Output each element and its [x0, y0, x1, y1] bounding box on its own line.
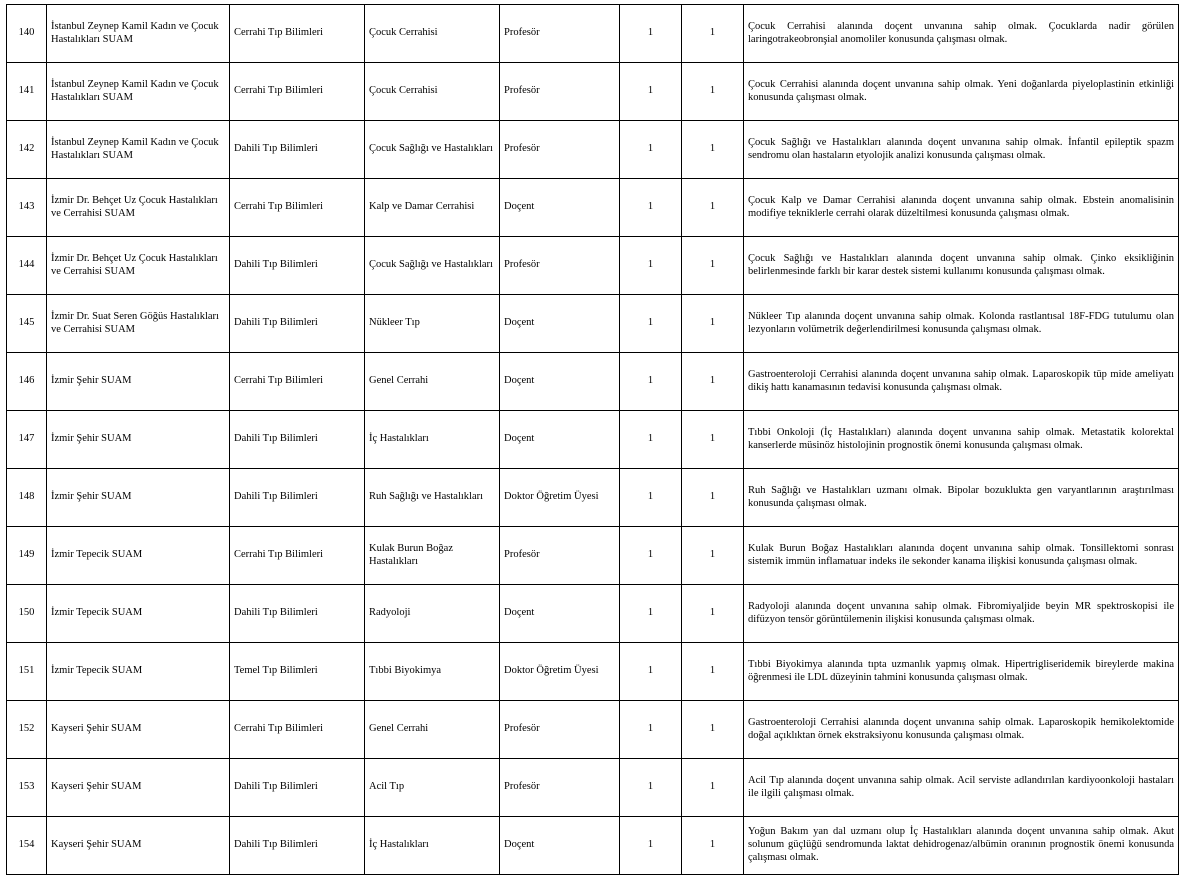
cell-branch: İç Hastalıkları — [365, 817, 500, 875]
cell-condition: Çocuk Sağlığı ve Hastalıkları alanında doçent unvanına sahip olmak. Çinko eksikliğinin belirlenmesinde farklı bir karar destek sistemi kullanımı konusunda çalışması olmak. — [744, 237, 1179, 295]
cell-row-number: 146 — [7, 353, 47, 411]
cell-condition: Tıbbi Biyokimya alanında tıpta uzmanlık yapmış olmak. Hipertrigliseridemik bireylerde makina öğrenmesi ile LDL düzeyinin tahmini konusunda çalışması olmak. — [744, 643, 1179, 701]
cell-unit: Kayseri Şehir SUAM — [47, 759, 230, 817]
cell-degree: 1 — [620, 353, 682, 411]
cell-degree: 1 — [620, 817, 682, 875]
cell-branch: Ruh Sağlığı ve Hastalıkları — [365, 469, 500, 527]
table-row — [7, 121, 1179, 179]
cell-count: 1 — [682, 469, 744, 527]
cell-unit: İzmir Şehir SUAM — [47, 353, 230, 411]
table-body — [7, 5, 1179, 875]
cell-branch: Genel Cerrahi — [365, 353, 500, 411]
cell-branch: Kalp ve Damar Cerrahisi — [365, 179, 500, 237]
cell-academic-title: Doçent — [500, 353, 620, 411]
cell-row-number: 141 — [7, 63, 47, 121]
cell-count: 1 — [682, 817, 744, 875]
table-row — [7, 701, 1179, 759]
cell-academic-title: Doçent — [500, 585, 620, 643]
cell-science-group: Dahili Tıp Bilimleri — [230, 759, 365, 817]
cell-count: 1 — [682, 701, 744, 759]
cell-unit: İzmir Tepecik SUAM — [47, 527, 230, 585]
cell-row-number: 150 — [7, 585, 47, 643]
cell-science-group: Cerrahi Tıp Bilimleri — [230, 701, 365, 759]
cell-branch: Genel Cerrahi — [365, 701, 500, 759]
cell-degree: 1 — [620, 469, 682, 527]
cell-condition: Ruh Sağlığı ve Hastalıkları uzmanı olmak. Bipolar bozuklukta gen varyantlarının araştırılması konusunda çalışması olmak. — [744, 469, 1179, 527]
cell-science-group: Dahili Tıp Bilimleri — [230, 411, 365, 469]
cell-count: 1 — [682, 121, 744, 179]
cell-branch: İç Hastalıkları — [365, 411, 500, 469]
cell-unit: İzmir Dr. Suat Seren Göğüs Hastalıkları ve Cerrahisi SUAM — [47, 295, 230, 353]
cell-branch: Çocuk Sağlığı ve Hastalıkları — [365, 121, 500, 179]
cell-degree: 1 — [620, 63, 682, 121]
cell-unit: İzmir Dr. Behçet Uz Çocuk Hastalıkları ve Cerrahisi SUAM — [47, 179, 230, 237]
cell-branch: Radyoloji — [365, 585, 500, 643]
cell-degree: 1 — [620, 643, 682, 701]
cell-count: 1 — [682, 295, 744, 353]
cell-unit: İstanbul Zeynep Kamil Kadın ve Çocuk Hastalıkları SUAM — [47, 63, 230, 121]
cell-degree: 1 — [620, 701, 682, 759]
cell-academic-title: Doçent — [500, 411, 620, 469]
cell-count: 1 — [682, 527, 744, 585]
cell-academic-title: Profesör — [500, 5, 620, 63]
cell-science-group: Dahili Tıp Bilimleri — [230, 585, 365, 643]
table-row — [7, 469, 1179, 527]
cell-row-number: 140 — [7, 5, 47, 63]
cell-academic-title: Doçent — [500, 179, 620, 237]
cell-science-group: Dahili Tıp Bilimleri — [230, 295, 365, 353]
cell-row-number: 151 — [7, 643, 47, 701]
cell-count: 1 — [682, 411, 744, 469]
cell-condition: Gastroenteroloji Cerrahisi alanında doçent unvanına sahip olmak. Laparoskopik tüp mide ameliyatı dikiş hattı kanamasının tedavisi konusunda çalışması olmak. — [744, 353, 1179, 411]
cell-unit: İstanbul Zeynep Kamil Kadın ve Çocuk Hastalıkları SUAM — [47, 5, 230, 63]
table-row — [7, 585, 1179, 643]
cell-count: 1 — [682, 63, 744, 121]
cell-row-number: 149 — [7, 527, 47, 585]
cell-science-group: Cerrahi Tıp Bilimleri — [230, 5, 365, 63]
cell-row-number: 147 — [7, 411, 47, 469]
cell-science-group: Dahili Tıp Bilimleri — [230, 121, 365, 179]
cell-count: 1 — [682, 179, 744, 237]
cell-unit: İstanbul Zeynep Kamil Kadın ve Çocuk Hastalıkları SUAM — [47, 121, 230, 179]
table-row — [7, 179, 1179, 237]
cell-row-number: 153 — [7, 759, 47, 817]
table-row — [7, 63, 1179, 121]
cell-degree: 1 — [620, 121, 682, 179]
table-row — [7, 295, 1179, 353]
cell-academic-title: Profesör — [500, 63, 620, 121]
cell-row-number: 142 — [7, 121, 47, 179]
cell-row-number: 144 — [7, 237, 47, 295]
cell-count: 1 — [682, 237, 744, 295]
cell-degree: 1 — [620, 5, 682, 63]
cell-condition: Çocuk Sağlığı ve Hastalıkları alanında doçent unvanına sahip olmak. İnfantil epileptik spazm sendromu olan hastaların etyolojik analizi konusunda çalışması olmak. — [744, 121, 1179, 179]
cell-academic-title: Profesör — [500, 701, 620, 759]
cell-science-group: Dahili Tıp Bilimleri — [230, 237, 365, 295]
cell-degree: 1 — [620, 237, 682, 295]
cell-condition: Nükleer Tıp alanında doçent unvanına sahip olmak. Kolonda rastlantısal 18F-FDG tutulumu olan lezyonların volümetrik değerlendirilmesi konusunda çalışması olmak. — [744, 295, 1179, 353]
cell-branch: Çocuk Cerrahisi — [365, 63, 500, 121]
cell-unit: İzmir Şehir SUAM — [47, 469, 230, 527]
cell-science-group: Cerrahi Tıp Bilimleri — [230, 179, 365, 237]
cell-condition: Çocuk Cerrahisi alanında doçent unvanına sahip olmak. Çocuklarda nadir görülen laringotrakeobronşial anomoliler konusunda çalışması olmak. — [744, 5, 1179, 63]
cell-science-group: Cerrahi Tıp Bilimleri — [230, 527, 365, 585]
cell-degree: 1 — [620, 527, 682, 585]
cell-row-number: 148 — [7, 469, 47, 527]
cell-academic-title: Doktor Öğretim Üyesi — [500, 469, 620, 527]
table-row — [7, 411, 1179, 469]
table-row — [7, 643, 1179, 701]
cell-unit: İzmir Tepecik SUAM — [47, 643, 230, 701]
cell-condition: Çocuk Kalp ve Damar Cerrahisi alanında doçent unvanına sahip olmak. Ebstein anomalisinin modifiye tekniklerle cerrahi olarak düzeltilmesi konusunda çalışması olmak. — [744, 179, 1179, 237]
academic-positions-table — [6, 4, 1179, 875]
cell-branch: Acil Tıp — [365, 759, 500, 817]
cell-branch: Çocuk Cerrahisi — [365, 5, 500, 63]
cell-degree: 1 — [620, 179, 682, 237]
cell-degree: 1 — [620, 411, 682, 469]
cell-condition: Tıbbi Onkoloji (İç Hastalıkları) alanında doçent unvanına sahip olmak. Metastatik kolorektal kanserlerde müsinöz histolojinin prognostik önemi konusunda çalışması olmak. — [744, 411, 1179, 469]
cell-science-group: Cerrahi Tıp Bilimleri — [230, 353, 365, 411]
cell-branch: Çocuk Sağlığı ve Hastalıkları — [365, 237, 500, 295]
cell-count: 1 — [682, 5, 744, 63]
cell-row-number: 143 — [7, 179, 47, 237]
cell-condition: Yoğun Bakım yan dal uzmanı olup İç Hastalıkları alanında doçent unvanına sahip olmak. Akut solunum güçlüğü sendromunda laktat dehidrogenaz/albümin oranının prognostik önemi konusunda çalışması olmak. — [744, 817, 1179, 875]
cell-academic-title: Doçent — [500, 817, 620, 875]
cell-branch: Tıbbi Biyokimya — [365, 643, 500, 701]
cell-condition: Radyoloji alanında doçent unvanına sahip olmak. Fibromiyaljide beyin MR spektroskopisi ile difüzyon tensör görüntülemenin ilişkisi konusunda çalışması olmak. — [744, 585, 1179, 643]
cell-unit: Kayseri Şehir SUAM — [47, 701, 230, 759]
cell-science-group: Temel Tıp Bilimleri — [230, 643, 365, 701]
cell-condition: Kulak Burun Boğaz Hastalıkları alanında doçent unvanına sahip olmak. Tonsillektomi sonrası sistemik immün inflamatuar indeks ile sekonder kanama ilişkisi konusunda çalışması olmak. — [744, 527, 1179, 585]
cell-branch: Nükleer Tıp — [365, 295, 500, 353]
cell-count: 1 — [682, 353, 744, 411]
cell-science-group: Dahili Tıp Bilimleri — [230, 817, 365, 875]
cell-condition: Çocuk Cerrahisi alanında doçent unvanına sahip olmak. Yeni doğanlarda piyeloplastinin etkinliği konusunda çalışması olmak. — [744, 63, 1179, 121]
table-row — [7, 817, 1179, 875]
cell-row-number: 154 — [7, 817, 47, 875]
table-row — [7, 759, 1179, 817]
cell-academic-title: Doktor Öğretim Üyesi — [500, 643, 620, 701]
cell-science-group: Dahili Tıp Bilimleri — [230, 469, 365, 527]
cell-academic-title: Profesör — [500, 121, 620, 179]
cell-unit: Kayseri Şehir SUAM — [47, 817, 230, 875]
cell-condition: Acil Tıp alanında doçent unvanına sahip olmak. Acil serviste adlandırılan kardiyoonkoloji hastaları ile ilgili çalışması olmak. — [744, 759, 1179, 817]
cell-academic-title: Doçent — [500, 295, 620, 353]
cell-row-number: 152 — [7, 701, 47, 759]
cell-degree: 1 — [620, 295, 682, 353]
cell-academic-title: Profesör — [500, 237, 620, 295]
cell-science-group: Cerrahi Tıp Bilimleri — [230, 63, 365, 121]
cell-row-number: 145 — [7, 295, 47, 353]
cell-count: 1 — [682, 585, 744, 643]
table-row — [7, 353, 1179, 411]
cell-academic-title: Profesör — [500, 527, 620, 585]
cell-condition: Gastroenteroloji Cerrahisi alanında doçent unvanına sahip olmak. Laparoskopik hemikolektomide doğal açıklıktan örnek ekstraksiyonu konusunda çalışması olmak. — [744, 701, 1179, 759]
cell-unit: İzmir Dr. Behçet Uz Çocuk Hastalıkları ve Cerrahisi SUAM — [47, 237, 230, 295]
cell-count: 1 — [682, 643, 744, 701]
table-row — [7, 5, 1179, 63]
cell-branch: Kulak Burun Boğaz Hastalıkları — [365, 527, 500, 585]
cell-degree: 1 — [620, 759, 682, 817]
cell-count: 1 — [682, 759, 744, 817]
cell-unit: İzmir Şehir SUAM — [47, 411, 230, 469]
cell-academic-title: Profesör — [500, 759, 620, 817]
table-row — [7, 237, 1179, 295]
cell-degree: 1 — [620, 585, 682, 643]
table-row — [7, 527, 1179, 585]
cell-unit: İzmir Tepecik SUAM — [47, 585, 230, 643]
